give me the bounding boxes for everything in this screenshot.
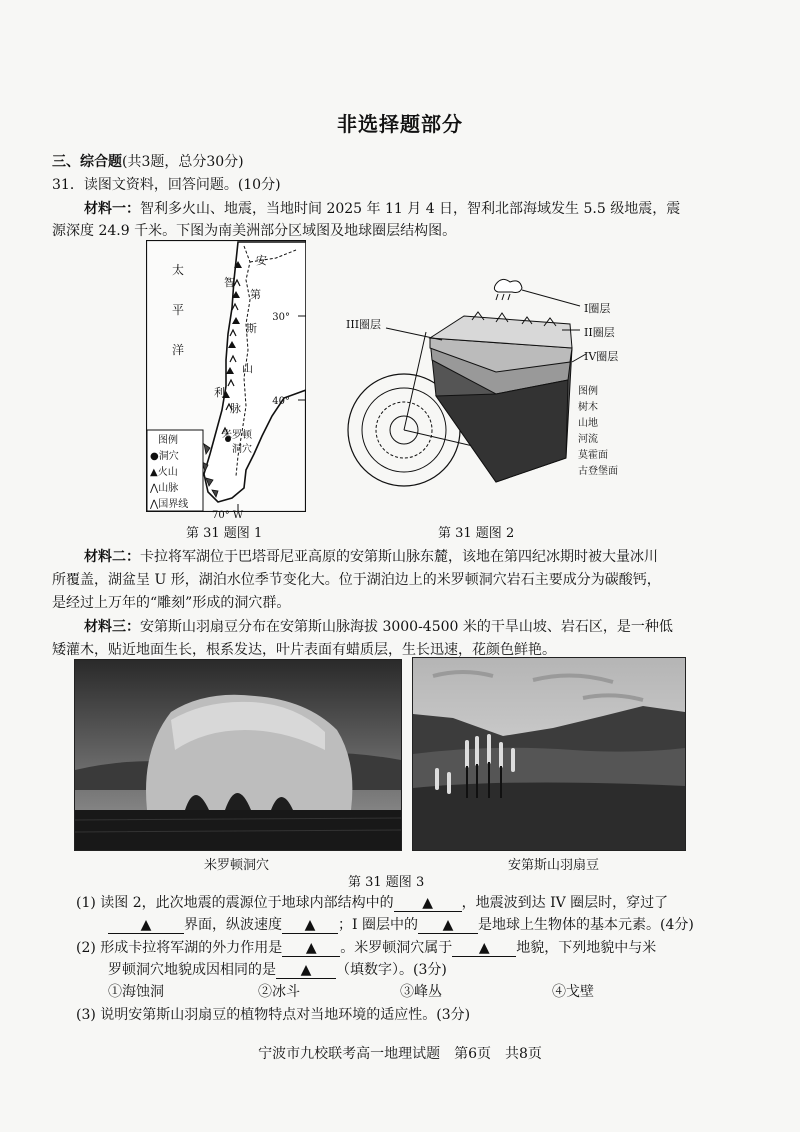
figure-2-caption: 第 31 题图 2	[438, 526, 515, 541]
subquestion-1-text-e: 是地球上生物体的基本元素。(4分)	[477, 917, 694, 933]
question-stem: 31．读图文资料，回答问题。(10分)	[52, 177, 281, 193]
subquestion-2-text-e: （填数字）。(3分)	[336, 962, 447, 978]
subquestion-1-line-2	[108, 914, 694, 934]
subquestion-1-line-1	[76, 892, 668, 912]
material-3-label: 材料三：	[84, 619, 140, 635]
subquestion-2-text-c: 地貌，下列地貌中与米	[516, 940, 657, 956]
subquestion-1-text-b: ，地震波到达 IV 圈层时，穿过了	[461, 895, 669, 911]
range-char-2: 第	[250, 288, 261, 301]
subquestion-2-line-1	[76, 937, 656, 957]
section-heading-note: (共3题，总分30分)	[122, 154, 244, 170]
layer-legend-moho: 莫霍面	[578, 450, 608, 461]
range-char-4: 山	[242, 362, 253, 375]
subquestion-2-text-b: 。米罗顿洞穴属于	[340, 940, 453, 956]
answer-blank-4[interactable]: ▲	[418, 917, 478, 934]
cave-label-2: 洞穴	[232, 444, 252, 455]
answer-blank-1[interactable]: ▲	[394, 895, 462, 912]
subquestion-3: (3) 说明安第斯山羽扇豆的植物特点对当地环境的适应性。(3分)	[76, 1007, 471, 1023]
map-legend-title: 图例	[158, 435, 178, 446]
lat-40-label: 40°	[272, 396, 290, 407]
lon-70-label: 70° W	[212, 510, 244, 521]
material-3-line-1	[84, 616, 673, 636]
range-char-1: 安	[256, 254, 267, 267]
figure-3-caption: 第 31 题图 3	[348, 875, 425, 890]
material-1-label: 材料一：	[84, 201, 140, 217]
option-3: ③峰丛	[400, 984, 442, 1000]
material-1-line-1	[84, 198, 680, 218]
figure-1-caption: 第 31 题图 1	[186, 526, 263, 541]
answer-blank-5[interactable]: ▲	[282, 940, 340, 957]
cave-label-1: 米罗顿	[222, 430, 252, 441]
material-2-line-2: 所覆盖，湖盆呈 U 形，湖泊水位季节变化大。位于湖泊边上的米罗顿洞穴岩石主要成分为碳酸钙，	[52, 572, 661, 588]
range-char-5: 脉	[230, 402, 241, 415]
earth-layers-diagram	[346, 276, 630, 502]
ocean-char-3: 洋	[172, 343, 185, 357]
page-title: 非选择题部分	[337, 112, 463, 136]
page-footer: 宁波市九校联考高一地理试题 第6页 共8页	[258, 1046, 542, 1062]
layer-legend-tree: 树木	[578, 402, 598, 413]
answer-blank-3[interactable]: ▲	[282, 917, 338, 934]
map-legend-volcano: ▲火山	[150, 467, 178, 478]
photo-marble-caves	[74, 659, 402, 851]
subquestion-1-text-c: 界面，纵波速度	[184, 917, 282, 933]
photo-1-caption: 米罗顿洞穴	[204, 858, 270, 873]
material-2-text-1: 卡拉将军湖位于巴塔哥尼亚高原的安第斯山脉东麓，该地在第四纪冰期时被大量冰川	[140, 549, 658, 565]
material-3-line-2: 矮灌木，贴近地面生长，根系发达，叶片表面有蜡质层，生长迅速，花颜色鲜艳。	[52, 642, 556, 658]
layer-1-label: I圈层	[584, 302, 611, 315]
photo-andean-lupine	[412, 657, 686, 851]
layer-4-label: IV圈层	[584, 350, 619, 363]
range-char-3: 斯	[246, 322, 257, 335]
map-legend-border: ⋀国界线	[150, 499, 189, 510]
layer-legend-river: 河流	[578, 434, 598, 445]
ocean-char-2: 平	[172, 303, 185, 317]
material-3-text-1: 安第斯山羽扇豆分布在安第斯山脉海拔 3000-4500 米的干旱山坡、岩石区，是一种低	[140, 619, 673, 635]
layer-legend-title: 图例	[578, 386, 598, 397]
layer-legend-gutenberg: 古登堡面	[578, 466, 618, 477]
subquestion-1-text-d: ；I 圈层中的	[338, 917, 418, 933]
answer-blank-7[interactable]: ▲	[276, 962, 336, 979]
option-4: ④戈壁	[552, 984, 594, 1000]
material-2-label: 材料二：	[84, 549, 140, 565]
section-heading	[52, 151, 244, 171]
map-legend-cave: ●洞穴	[150, 451, 179, 462]
material-1-text-1: 智利多火山、地震，当地时间 2025 年 11 月 4 日，智利北部海域发生 5.5 级地震，震	[140, 201, 681, 217]
subquestion-1-text-a: (1) 读图 2，此次地震的震源位于地球内部结构中的	[76, 895, 394, 911]
subquestion-2-line-2	[108, 959, 447, 979]
layer-3-label: III圈层	[346, 318, 382, 331]
photo-2-caption: 安第斯山羽扇豆	[508, 858, 600, 873]
chile-char-2: 利	[214, 386, 225, 399]
answer-blank-6[interactable]: ▲	[452, 940, 516, 957]
material-1-line-2: 源深度 24.9 千米。下图为南美洲部分区域图及地球圈层结构图。	[52, 223, 457, 239]
map-legend-mountain: ⋀山脉	[150, 483, 179, 494]
lat-30-label: 30°	[272, 312, 290, 323]
chile-char-1: 智	[224, 276, 235, 289]
material-2-line-1	[84, 546, 658, 566]
layer-2-label: II圈层	[584, 326, 615, 339]
material-2-line-3: 是经过上万年的“雕刻”形成的洞穴群。	[52, 595, 291, 611]
answer-blank-2[interactable]: ▲	[108, 917, 184, 934]
south-america-map	[146, 240, 306, 512]
ocean-char-1: 太	[172, 263, 185, 277]
layer-legend-mountain: 山地	[578, 418, 598, 429]
option-1: ①海蚀洞	[108, 984, 164, 1000]
subquestion-2-text-a: (2) 形成卡拉将军湖的外力作用是	[76, 940, 283, 956]
subquestion-2-text-d: 罗顿洞穴地貌成因相同的是	[108, 962, 276, 978]
option-2: ②冰斗	[258, 984, 300, 1000]
section-heading-label: 三、综合题	[52, 154, 122, 170]
